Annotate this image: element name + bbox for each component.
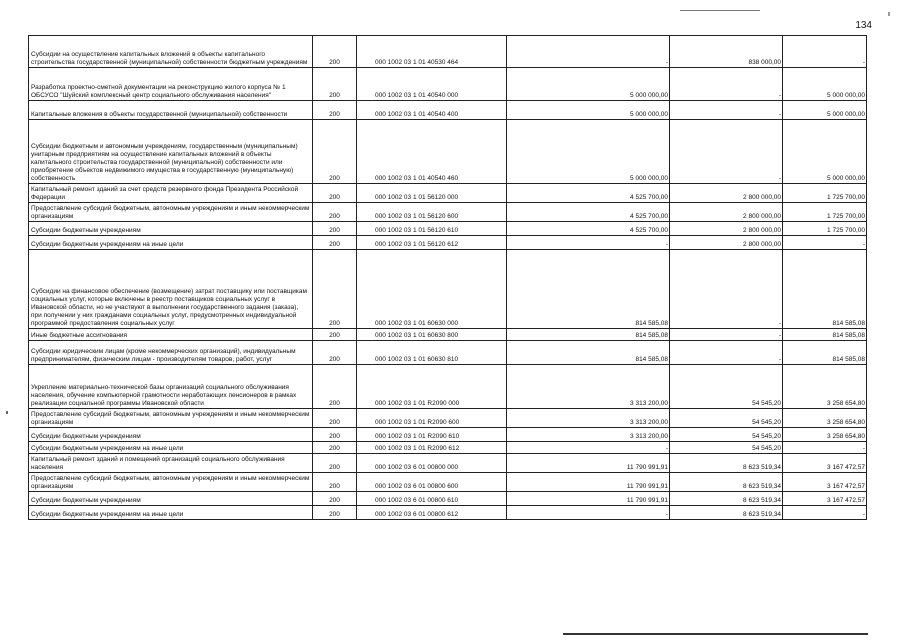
row-total-amount-cell: 4 525 700,00 [507,222,670,236]
row-regional-amount-cell: 3 167 472,57 [783,454,867,473]
row-federal-amount-cell: 54 545,20 [670,442,783,454]
row-admin-code-cell: 200 [313,341,357,365]
row-total-amount-cell: 3 313 200,00 [507,409,670,428]
row-federal-amount-cell: 838 000,00 [670,36,783,68]
row-budget-code-cell: 000 1002 03 1 01 56120 610 [357,222,507,236]
row-total-amount-cell: 11 790 991,91 [507,492,670,506]
row-regional-amount-cell: 5 000 000,00 [783,120,867,184]
row-name-cell: Субсидии бюджетным учреждениям [29,222,313,236]
row-regional-amount-cell: 814 585,08 [783,341,867,365]
table-row [29,442,867,454]
row-budget-code-cell: 000 1002 03 1 01 60630 810 [357,341,507,365]
row-name-cell: Капитальный ремонт зданий и помещений организаций социального обслуживания населения [29,454,313,473]
table-row [29,250,867,329]
row-total-amount-cell: 11 790 991,91 [507,473,670,492]
table-row [29,68,867,101]
table-row [29,365,867,409]
row-total-amount-cell: 814 585,08 [507,329,670,341]
row-total-amount-cell: 11 790 991,91 [507,454,670,473]
row-budget-code-cell: 000 1002 03 1 01 40540 000 [357,68,507,101]
row-admin-code-cell: 200 [313,222,357,236]
row-name-cell: Предоставление субсидий бюджетным, автономным учреждениям и иным некоммерческим организациям [29,409,313,428]
row-federal-amount-cell: 2 800 000,00 [670,236,783,250]
row-federal-amount-cell: 2 800 000,00 [670,222,783,236]
row-regional-amount-cell: 1 725 700,00 [783,222,867,236]
row-regional-amount-cell: 3 167 472,57 [783,473,867,492]
row-federal-amount-cell: - [670,120,783,184]
row-budget-code-cell: 000 1002 03 1 01 40540 460 [357,120,507,184]
table-row [29,428,867,442]
row-total-amount-cell: 814 585,08 [507,250,670,329]
row-federal-amount-cell: 54 545,20 [670,409,783,428]
row-regional-amount-cell: - [783,36,867,68]
row-total-amount-cell: - [507,506,670,520]
row-admin-code-cell: 200 [313,68,357,101]
row-budget-code-cell: 000 1002 03 1 01 40540 400 [357,101,507,120]
row-name-cell: Субсидии бюджетным учреждениям на иные цели [29,506,313,520]
row-regional-amount-cell: 3 258 654,80 [783,409,867,428]
row-federal-amount-cell: - [670,250,783,329]
row-admin-code-cell: 200 [313,506,357,520]
row-federal-amount-cell: 54 545,20 [670,365,783,409]
row-total-amount-cell: 814 585,08 [507,341,670,365]
row-total-amount-cell: 5 000 000,00 [507,120,670,184]
row-federal-amount-cell: - [670,329,783,341]
row-admin-code-cell: 200 [313,203,357,222]
row-regional-amount-cell: 3 258 654,80 [783,428,867,442]
row-budget-code-cell: 000 1002 03 1 01 40530 464 [357,36,507,68]
row-federal-amount-cell: 8 623 519,34 [670,492,783,506]
scan-artifact-dot [888,12,890,16]
row-regional-amount-cell: 814 585,08 [783,250,867,329]
row-name-cell: Субсидии бюджетным учреждениям [29,492,313,506]
row-budget-code-cell: 000 1002 03 1 01 R2090 610 [357,428,507,442]
row-regional-amount-cell: - [783,236,867,250]
row-total-amount-cell: 4 525 700,00 [507,203,670,222]
row-name-cell: Укрепление материально-технической базы организаций социального обслуживания населения, обучение компьютерной грамотности неработающих пенсионеров в рамках реализации социальной программы Ивановской области [29,365,313,409]
row-regional-amount-cell: 5 000 000,00 [783,101,867,120]
row-federal-amount-cell: - [670,341,783,365]
row-name-cell: Разработка проектно-сметной документации на реконструкцию жилого корпуса № 1 ОБСУСО "Шуйский комплексный центр социального обслуживания населения" [29,68,313,101]
row-admin-code-cell: 200 [313,184,357,203]
scan-artifact-bottom-line [563,633,868,635]
row-admin-code-cell: 200 [313,236,357,250]
row-name-cell: Субсидии на финансовое обеспечение (возмещение) затрат поставщику или поставщикам социальных услуг, которые включены в реестр поставщиков социальных услуг в Ивановской области, но не участвуют в выполнении государственного задания (заказа), при получении у них гражданами социальных услуг, предусмотренных индивидуальной программой предоставления социальных услуг [29,250,313,329]
row-admin-code-cell: 200 [313,428,357,442]
row-federal-amount-cell: 8 623 519,34 [670,506,783,520]
row-name-cell: Субсидии бюджетным учреждениям на иные цели [29,442,313,454]
page-number: 134 [855,20,872,31]
row-total-amount-cell: 4 525 700,00 [507,184,670,203]
scan-artifact-top-line [680,10,760,11]
row-admin-code-cell: 200 [313,329,357,341]
row-budget-code-cell: 000 1002 03 1 01 56120 600 [357,203,507,222]
row-total-amount-cell: - [507,442,670,454]
budget-table-body [29,36,867,520]
table-row [29,236,867,250]
table-row [29,454,867,473]
row-budget-code-cell: 000 1002 03 1 01 R2090 600 [357,409,507,428]
row-name-cell: Субсидии на осуществление капитальных вложений в объекты капитального строительства государственной (муниципальной) собственности бюджетным учреждениям [29,36,313,68]
row-name-cell: Субсидии бюджетным учреждениям [29,428,313,442]
row-total-amount-cell: 5 000 000,00 [507,68,670,101]
row-name-cell: Капитальный ремонт зданий за счет средств резервного фонда Президента Российской Федерации [29,184,313,203]
row-federal-amount-cell: 8 623 519,34 [670,473,783,492]
row-federal-amount-cell: - [670,101,783,120]
row-budget-code-cell: 000 1002 03 1 01 56120 000 [357,184,507,203]
row-total-amount-cell: 3 313 200,00 [507,365,670,409]
table-row [29,101,867,120]
row-regional-amount-cell: 5 000 000,00 [783,68,867,101]
table-row [29,36,867,68]
table-row [29,473,867,492]
row-admin-code-cell: 200 [313,365,357,409]
row-federal-amount-cell: 2 800 000,00 [670,184,783,203]
row-federal-amount-cell: 2 800 000,00 [670,203,783,222]
row-name-cell: Предоставление субсидий бюджетным, автономным учреждениям и иным некоммерческим организациям [29,203,313,222]
table-row [29,409,867,428]
row-budget-code-cell: 000 1002 03 6 01 00800 000 [357,454,507,473]
row-regional-amount-cell: 1 725 700,00 [783,203,867,222]
row-admin-code-cell: 200 [313,101,357,120]
table-row [29,222,867,236]
row-budget-code-cell: 000 1002 03 1 01 R2090 000 [357,365,507,409]
row-budget-code-cell: 000 1002 03 6 01 00800 612 [357,506,507,520]
row-total-amount-cell: - [507,236,670,250]
row-budget-code-cell: 000 1002 03 1 01 60630 000 [357,250,507,329]
row-admin-code-cell: 200 [313,120,357,184]
row-total-amount-cell: 3 313 200,00 [507,428,670,442]
row-name-cell: Предоставление субсидий бюджетным, автономным учреждениям и иным некоммерческим организациям [29,473,313,492]
row-total-amount-cell: - [507,36,670,68]
scan-artifact-left-mark [6,411,8,414]
row-regional-amount-cell: - [783,442,867,454]
table-row [29,492,867,506]
row-admin-code-cell: 200 [313,473,357,492]
row-budget-code-cell: 000 1002 03 6 01 00800 600 [357,473,507,492]
table-row [29,329,867,341]
table-row [29,120,867,184]
row-budget-code-cell: 000 1002 03 6 01 00800 610 [357,492,507,506]
row-name-cell: Субсидии бюджетным учреждениям на иные цели [29,236,313,250]
table-row [29,203,867,222]
row-budget-code-cell: 000 1002 03 1 01 R2090 612 [357,442,507,454]
row-federal-amount-cell: 54 545,20 [670,428,783,442]
row-admin-code-cell: 200 [313,442,357,454]
row-regional-amount-cell: 3 167 472,57 [783,492,867,506]
row-regional-amount-cell: 3 258 654,80 [783,365,867,409]
row-admin-code-cell: 200 [313,492,357,506]
table-row [29,341,867,365]
row-regional-amount-cell: - [783,506,867,520]
budget-table [28,35,867,520]
row-regional-amount-cell: 814 585,08 [783,329,867,341]
row-name-cell: Иные бюджетные ассигнования [29,329,313,341]
table-row [29,506,867,520]
table-row [29,184,867,203]
row-admin-code-cell: 200 [313,36,357,68]
row-name-cell: Субсидии бюджетным и автономным учреждениям, государственным (муниципальным) унитарным предприятиям на осуществление капитальных вложений в объекты капитального строительства государственной (муниципальной) собственности или приобретение объектов недвижимого имущества в государственную (муниципальную) собственность [29,120,313,184]
row-budget-code-cell: 000 1002 03 1 01 60630 800 [357,329,507,341]
row-federal-amount-cell: - [670,68,783,101]
row-name-cell: Субсидии юридическим лицам (кроме некоммерческих организаций), индивидуальным предпринимателям, физическим лицам - производителям товаров, работ, услуг [29,341,313,365]
row-budget-code-cell: 000 1002 03 1 01 56120 612 [357,236,507,250]
row-admin-code-cell: 200 [313,454,357,473]
row-federal-amount-cell: 8 623 519,34 [670,454,783,473]
row-admin-code-cell: 200 [313,409,357,428]
row-name-cell: Капитальные вложения в объекты государственной (муниципальной) собственности [29,101,313,120]
row-total-amount-cell: 5 000 000,00 [507,101,670,120]
row-admin-code-cell: 200 [313,250,357,329]
row-regional-amount-cell: 1 725 700,00 [783,184,867,203]
